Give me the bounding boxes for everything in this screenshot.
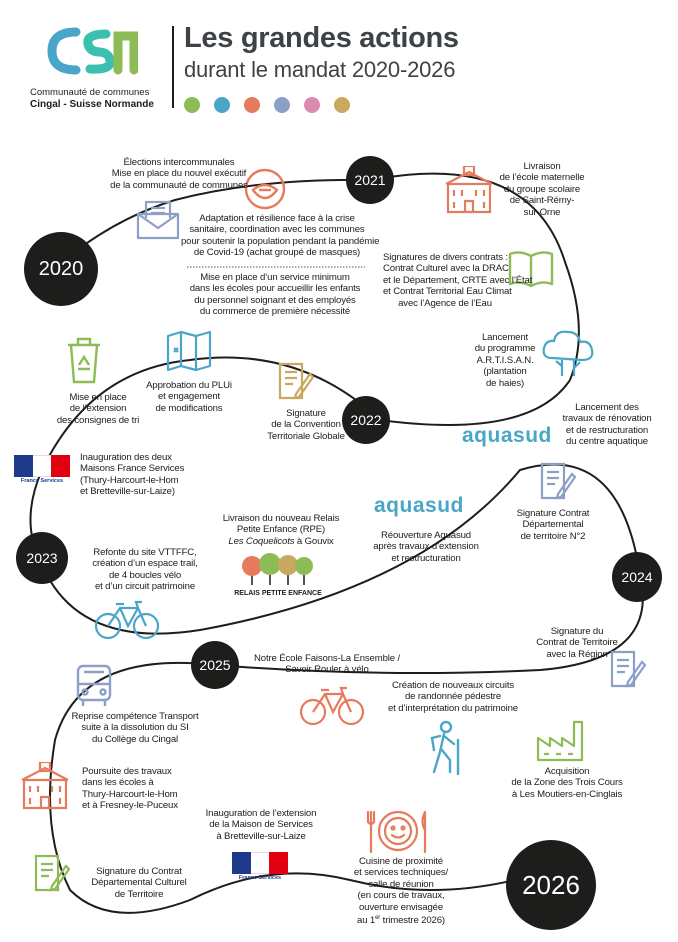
envelope-icon (135, 198, 181, 240)
map-icon (166, 330, 212, 372)
text-trois-cours: Acquisition de la Zone des Trois Cours à Les Moutiers-en-Cinglais (511, 766, 623, 800)
aquasud-logo: aquasud (374, 494, 464, 517)
text-randonnee: Création de nouveaux circuits de randonnée pédestre et d’interprétation du patrimoine (388, 680, 518, 714)
france-services-logo (14, 455, 70, 484)
text-transport: Reprise compétence Transport suite à la dissolution du SI du Collège du Cingal (71, 711, 199, 745)
text-vttffc: Refonte du site VTTFFC, création d’un espace trail, de 4 boucles vélo et d’un circuit patrimoine (92, 547, 198, 593)
year-2025: 2025 (191, 641, 239, 689)
color-dot (304, 97, 320, 113)
contract-icon (30, 852, 70, 894)
text-ecole-maternelle: Livraison de l’école maternelle du groupe scolaire de Saint-Rémy- sur-Orne (499, 161, 585, 218)
year-2023: 2023 (16, 532, 68, 584)
year-2021: 2021 (346, 156, 394, 204)
rpe-logo (230, 552, 326, 597)
text-savoir-rouler: Notre École Faisons-La Ensemble / Savoir Rouler à vélo (254, 653, 400, 676)
contract-icon (274, 360, 314, 402)
france-services-label: France Services (238, 875, 282, 881)
color-dot (334, 97, 350, 113)
text-aquatique: Lancement des travaux de rénovation et de restructuration du centre aquatique (562, 402, 652, 448)
plate-icon (366, 808, 430, 854)
school-icon (444, 166, 494, 214)
text-convention: Signature de la Convention Territoriale Globale (267, 408, 345, 442)
hiker-icon (424, 720, 468, 776)
text-elections: Élections intercommunales Mise en place du nouvel exécutif de la communauté de communes (110, 157, 248, 191)
org-line-2: Cingal - Suisse Normande (30, 99, 154, 110)
text-rpe: Livraison du nouveau Relais Petite Enfance (RPE) Les Coquelicots à Gouvix (222, 513, 340, 547)
bus-icon (74, 662, 114, 708)
text-contrat-region: Signature du Contrat de Territoire avec la Région (536, 626, 618, 660)
year-2024: 2024 (612, 552, 662, 602)
factory-icon (536, 718, 586, 762)
header-divider (172, 26, 174, 108)
text-plui: Approbation du PLUi et engagement de modifications (146, 380, 232, 414)
text-artisan: Lancement du programme A.R.T.I.S.A.N. (plantation de haies) (474, 332, 536, 389)
recycle-bin-icon (64, 335, 104, 385)
rpe-logo-label: RELAIS PETITE ENFANCE (234, 590, 322, 597)
text-culturel: Signature du Contrat Départemental Culturel de Territoire (91, 866, 187, 900)
text-ecoles-travaux: Poursuite des travaux dans les écoles à Thury-Harcourt-le-Hom et à Fresney-le-Puceux (82, 766, 178, 812)
org-line-1: Communauté de communes (30, 87, 150, 98)
color-dot (244, 97, 260, 113)
text-france-services: Inauguration des deux Maisons France Services (Thury-Harcourt-le-Hom et Bretteville-sur-Laize) (80, 452, 185, 498)
contract-icon (536, 460, 576, 502)
page-title: Les grandes actions (184, 22, 459, 54)
color-dot (184, 97, 200, 113)
text-tri: Mise en place de l’extension des consignes de tri (56, 392, 140, 426)
page-subtitle: durant le mandat 2020-2026 (184, 57, 456, 82)
text-cuisine: Cuisine de proximité et services techniques/ salle de réunion (en cours de travaux, ouverture envisagée au 1er trimestre 2026) (353, 856, 449, 927)
text-aquasud-reopen: Réouverture Aquasud après travaux d’extension et restructuration (373, 530, 479, 564)
color-dot (274, 97, 290, 113)
tree-icon (540, 328, 596, 378)
text-service-min: Mise en place d’un service minimum dans les écoles pour accueillir les enfants du personnel soignant et des employés du commerce de première nécessité (189, 272, 361, 318)
year-2020: 2020 (24, 232, 98, 306)
bicycle-icon (94, 598, 160, 640)
text-maison-services: Inauguration de l’extension de la Maison de Services à Bretteville-sur-Laize (205, 808, 317, 842)
text-contrats: Signatures de divers contrats : Contrat Culturel avec la DRAC et le Département, CRTE avec l’État et Contrat Territorial Eau Climat avec l’Agence de l’Eau (383, 252, 533, 309)
text-contrat-dep: Signature Contrat Départemental de territoire N°2 (516, 508, 590, 542)
aquasud-logo: aquasud (462, 424, 552, 447)
france-services-logo (232, 852, 288, 881)
school-icon (20, 762, 70, 810)
text-covid: Adaptation et résilience face à la crise sanitaire, coordination avec les communes pour soutenir la population pendant la pandémie de Covid-19 (achat groupé de masques) (181, 213, 380, 259)
logo (46, 26, 138, 76)
bicycle-icon (299, 684, 365, 726)
year-2026: 2026 (506, 840, 596, 930)
year-2022: 2022 (342, 396, 390, 444)
france-services-label: France Services (20, 478, 64, 484)
color-dot (214, 97, 230, 113)
